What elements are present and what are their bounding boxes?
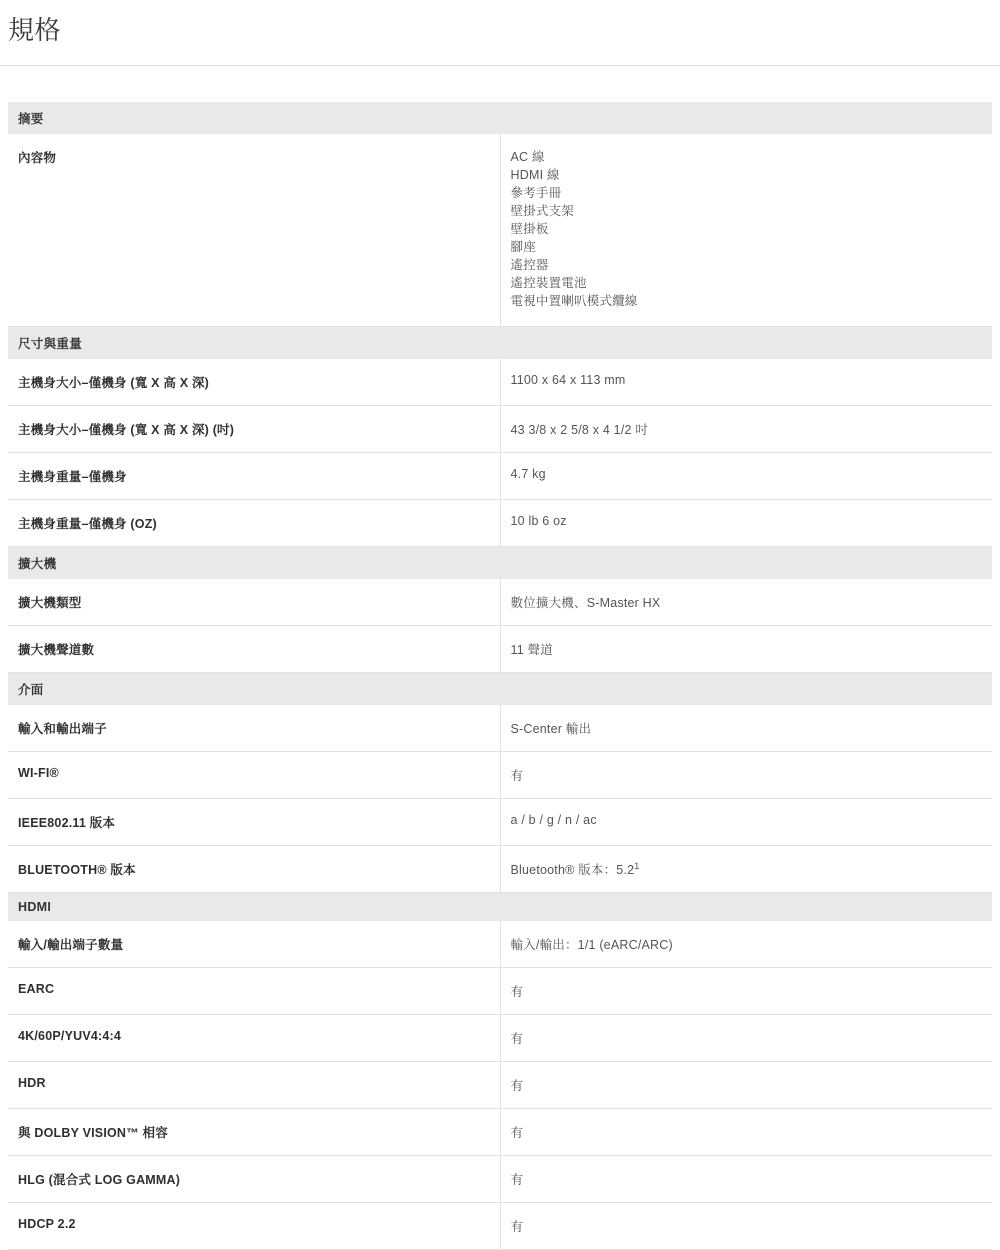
spec-value-text: Bluetooth® 版本：5.2: [510, 863, 635, 877]
spec-label: 主機身大小–僅機身 (寬 X 高 X 深): [8, 359, 500, 406]
table-row: [8, 968, 992, 1015]
spec-value: 有: [500, 1109, 992, 1156]
section-header-label: HDMI: [8, 893, 992, 922]
table-row: [8, 1203, 992, 1250]
spec-label: 與 DOLBY VISION™ 相容: [8, 1109, 500, 1156]
table-row: [8, 1156, 992, 1203]
list-item: 壁掛板: [510, 222, 549, 236]
spec-value: 1100 x 64 x 113 mm: [500, 359, 992, 406]
section-header-interface: [8, 673, 992, 706]
list-item: 壁掛式支架: [510, 204, 575, 218]
spec-label: 擴大機類型: [8, 579, 500, 626]
spec-label: 輸入/輸出端子數量: [8, 921, 500, 968]
table-row: [8, 579, 992, 626]
list-item: AC 線: [510, 150, 545, 164]
spec-label: 主機身重量–僅機身: [8, 453, 500, 500]
spec-value: 4.7 kg: [500, 453, 992, 500]
specifications-table: [8, 102, 992, 1250]
spec-value: [500, 846, 992, 893]
contents-list: [511, 148, 983, 310]
spec-label: HDR: [8, 1062, 500, 1109]
spec-label: WI-FI®: [8, 752, 500, 799]
spec-label: BLUETOOTH® 版本: [8, 846, 500, 893]
table-row: [8, 846, 992, 893]
spec-label: EARC: [8, 968, 500, 1015]
spec-value: 43 3/8 x 2 5/8 x 4 1/2 吋: [500, 406, 992, 453]
spec-value: 11 聲道: [500, 626, 992, 673]
spec-value: a / b / g / n / ac: [500, 799, 992, 846]
section-header-label: 尺寸與重量: [8, 327, 992, 360]
section-header-label: 摘要: [8, 102, 992, 134]
section-header-summary: [8, 102, 992, 134]
spec-label: 主機身大小–僅機身 (寬 X 高 X 深) (吋): [8, 406, 500, 453]
spec-value: 有: [500, 1062, 992, 1109]
footnote-marker: 1: [634, 860, 640, 871]
table-row: [8, 406, 992, 453]
table-row: [8, 1109, 992, 1156]
section-header-label: 介面: [8, 673, 992, 706]
list-item: 腳座: [510, 240, 536, 254]
spec-label: 輸入和輸出端子: [8, 705, 500, 752]
table-row: [8, 500, 992, 547]
spec-label: 擴大機聲道數: [8, 626, 500, 673]
table-row: [8, 359, 992, 406]
spec-label: HDCP 2.2: [8, 1203, 500, 1250]
section-header-label: 擴大機: [8, 547, 992, 580]
spec-table-body: [8, 102, 992, 1250]
page-title: 規格: [8, 15, 62, 45]
spec-label: 4K/60P/YUV4:4:4: [8, 1015, 500, 1062]
section-header-amplifier: [8, 547, 992, 580]
section-header-hdmi: [8, 893, 992, 922]
list-item: 遙控器: [510, 258, 549, 272]
table-row: [8, 705, 992, 752]
spec-value: 數位擴大機、S-Master HX: [500, 579, 992, 626]
spec-value: 有: [500, 1015, 992, 1062]
table-row: [8, 752, 992, 799]
table-row: [8, 134, 992, 327]
section-header-dimensions: [8, 327, 992, 360]
spec-label: 主機身重量–僅機身 (OZ): [8, 500, 500, 547]
table-row: [8, 626, 992, 673]
list-item: 電視中置喇叭模式纜線: [510, 294, 638, 308]
list-item: 遙控裝置電池: [510, 276, 587, 290]
spec-value: 有: [500, 968, 992, 1015]
spec-label: HLG (混合式 LOG GAMMA): [8, 1156, 500, 1203]
spec-value: 有: [500, 1203, 992, 1250]
spec-value: 有: [500, 752, 992, 799]
spec-label: 內容物: [8, 134, 500, 327]
spec-value: [500, 134, 992, 327]
table-row: [8, 1062, 992, 1109]
list-item: 參考手冊: [510, 186, 562, 200]
table-row: [8, 453, 992, 500]
table-row: [8, 1015, 992, 1062]
table-row: [8, 799, 992, 846]
spec-value: 輸入/輸出：1/1 (eARC/ARC): [500, 921, 992, 968]
table-row: [8, 921, 992, 968]
list-item: HDMI 線: [510, 168, 560, 182]
spec-value: 有: [500, 1156, 992, 1203]
title-divider: [0, 65, 1000, 66]
spec-value: S-Center 輸出: [500, 705, 992, 752]
spec-label: IEEE802.11 版本: [8, 799, 500, 846]
spec-value: 10 lb 6 oz: [500, 500, 992, 547]
